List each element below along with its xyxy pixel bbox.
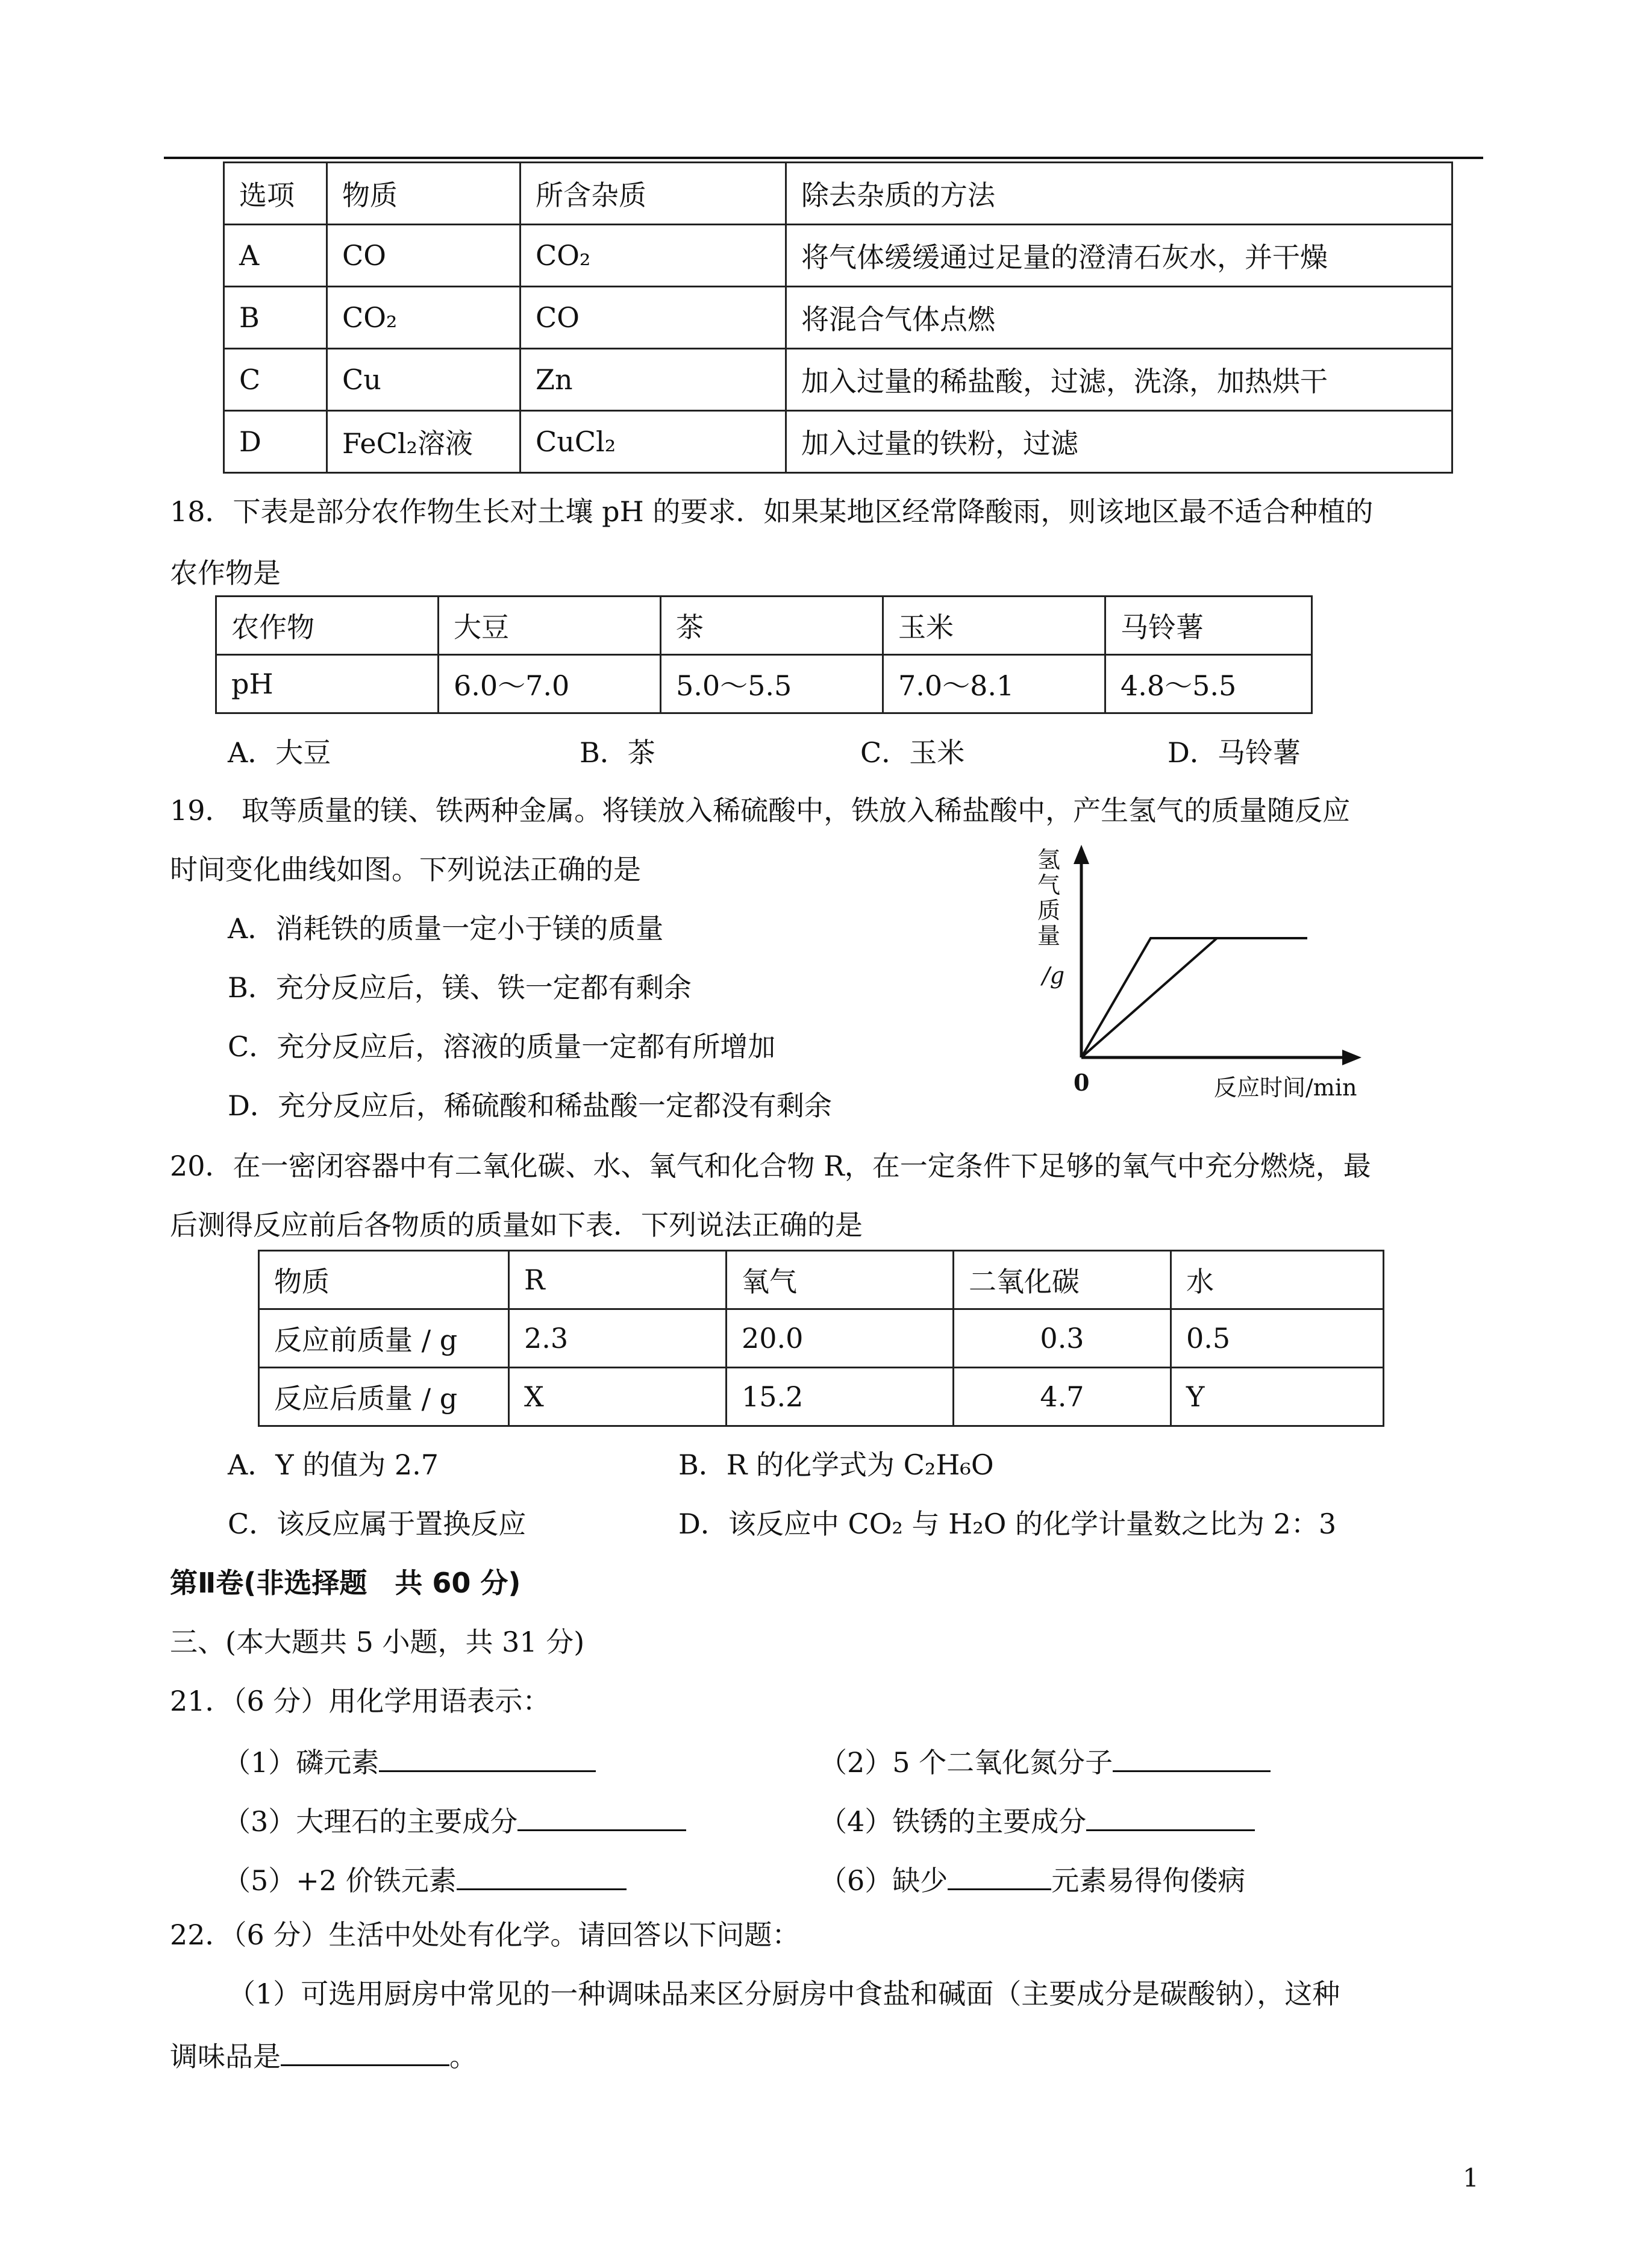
q21-item-4-label: （4）铁锈的主要成分 [819,1805,1087,1838]
table-cell: 4.7 [954,1368,1171,1426]
table-cell: 加入过量的稀盐酸，过滤，洗涤，加热烘干 [786,349,1452,411]
q20-option-c[interactable]: C．该反应属于置换反应 [228,1508,527,1540]
table-cell: 0.3 [954,1309,1171,1368]
q20-option-a[interactable]: A．Y 的值为 2.7 [228,1449,439,1481]
answer-blank[interactable] [457,1861,627,1890]
table-cell: Cu [327,349,521,411]
q20-stem-line1: 20．在一密闭容器中有二氧化碳、水、氧气和化合物 R，在一定条件下足够的氧气中充分燃烧，最 [170,1150,1371,1182]
table-row [224,349,1452,411]
answer-blank[interactable] [281,2037,449,2066]
magnesium-curve [1081,938,1307,1057]
y-label-char: 氢 [1037,847,1061,873]
table-cell: pH [216,655,439,713]
q21-item-6 [819,1861,1245,1897]
table-cell: Zn [521,349,786,411]
table-header-cell: R [509,1251,727,1309]
table-cell: 将混合气体点燃 [786,287,1452,349]
table-cell: 4.8～5.5 [1105,655,1312,713]
y-label-unit: /g [1042,962,1065,989]
q21-item-2 [819,1743,1271,1779]
table-cell: 大豆 [439,597,661,655]
table-cell: 农作物 [216,597,439,655]
table-header-cell: 水 [1171,1251,1384,1309]
q20-table [258,1250,1384,1427]
table-header-cell: 氧气 [727,1251,954,1309]
answer-blank[interactable] [1086,1802,1255,1831]
table-header-row [224,163,1452,225]
q19-option-d[interactable]: D．充分反应后，稀硫酸和稀盐酸一定都没有剩余 [228,1089,832,1122]
table-row [216,655,1312,713]
table-cell: D [224,411,327,473]
table-header-cell: 除去杂质的方法 [786,163,1452,225]
q20-option-d[interactable]: D．该反应中 CO₂ 与 H₂O 的化学计量数之比为 2：3 [678,1508,1337,1540]
q18-table [215,595,1313,714]
table-cell: 7.0～8.1 [883,655,1105,713]
table-header-cell: 物质 [327,163,521,225]
q21-item-6-label: （6）缺少 [819,1864,948,1897]
table-cell: Y [1171,1368,1384,1426]
table-cell: 20.0 [727,1309,954,1368]
q21-item-1 [223,1743,596,1779]
q18-option-a[interactable]: A．大豆 [228,736,331,769]
q21-item-4 [819,1802,1255,1838]
q22-item1-line2 [170,2037,477,2073]
q20-option-b[interactable]: B．R 的化学式为 C₂H₆O [678,1449,994,1481]
q21-stem: 21．（6 分）用化学用语表示： [170,1685,551,1717]
q18-stem-line1: 18．下表是部分农作物生长对土壤 pH 的要求．如果某地区经常降酸雨，则该地区最不适合种植的 [170,495,1374,528]
table-header-cell: 二氧化碳 [954,1251,1171,1309]
q22-item1-prefix: 调味品是 [170,2040,281,2073]
page-number: 1 [1463,2163,1479,2193]
table-row [259,1309,1384,1368]
table-cell: CuCl₂ [521,411,786,473]
q21-item-6-suffix: 元素易得佝偻病 [1051,1864,1246,1897]
table-cell: 6.0～7.0 [439,655,661,713]
table-cell: 茶 [661,597,883,655]
q18-option-c[interactable]: C．玉米 [860,736,965,769]
table-cell: 15.2 [727,1368,954,1426]
table-cell: 将气体缓缓通过足量的澄清石灰水，并干燥 [786,225,1452,287]
table-cell: 反应前质量 / g [259,1309,509,1368]
table-cell: C [224,349,327,411]
q19-stem-line2: 时间变化曲线如图。下列说法正确的是 [170,853,641,886]
answer-blank[interactable] [948,1861,1051,1890]
q19-option-a[interactable]: A．消耗铁的质量一定小于镁的质量 [228,912,664,945]
table-cell: CO [521,287,786,349]
q21-item-3-label: （3）大理石的主要成分 [223,1805,518,1838]
table-header-cell: 所含杂质 [521,163,786,225]
part2-title: 第Ⅱ卷(非选择题 共 60 分) [170,1567,521,1599]
q17-table [223,161,1453,474]
table-row [259,1368,1384,1426]
table-cell: B [224,287,327,349]
table-cell: 5.0～5.5 [661,655,883,713]
table-header-row [259,1251,1384,1309]
x-axis-label: 反应时间/min [1214,1074,1357,1101]
table-cell: 玉米 [883,597,1105,655]
x-axis-arrow [1342,1050,1361,1065]
q21-item-1-label: （1）磷元素 [223,1746,380,1779]
y-label-char: 气 [1037,872,1061,898]
table-row [224,287,1452,349]
answer-blank[interactable] [1113,1743,1271,1772]
q20-stem-line2: 后测得反应前后各物质的质量如下表．下列说法正确的是 [170,1209,863,1241]
q19-graph [1024,844,1398,1121]
q18-option-d[interactable]: D．马铃薯 [1168,736,1301,769]
table-cell: CO₂ [521,225,786,287]
q22-stem: 22．（6 分）生活中处处有化学。请回答以下问题： [170,1919,800,1951]
table-cell: 反应后质量 / g [259,1368,509,1426]
y-axis-arrow [1074,845,1089,864]
answer-blank[interactable] [379,1743,596,1772]
q18-option-b[interactable]: B．茶 [580,736,655,769]
table-cell: 2.3 [509,1309,727,1368]
q22-item1-line1: （1）可选用厨房中常见的一种调味品来区分厨房中食盐和碱面（主要成分是碳酸钠），这种 [228,1978,1340,2010]
table-row [224,411,1452,473]
table-row [216,597,1312,655]
table-cell: CO₂ [327,287,521,349]
section-heading: 三、(本大题共 5 小题，共 31 分) [170,1626,585,1658]
table-cell: A [224,225,327,287]
q21-item-2-label: （2）5 个二氧化氮分子 [819,1746,1113,1779]
top-rule [164,157,1483,159]
q19-option-c[interactable]: C．充分反应后，溶液的质量一定都有所增加 [228,1030,776,1063]
q19-stem-line1: 19． 取等质量的镁、铁两种金属。将镁放入稀硫酸中，铁放入稀盐酸中，产生氢气的质量随反应 [170,794,1351,827]
table-cell: 马铃薯 [1105,597,1312,655]
table-cell: 加入过量的铁粉，过滤 [786,411,1452,473]
answer-blank[interactable] [517,1802,686,1831]
table-header-cell: 物质 [259,1251,509,1309]
table-cell: X [509,1368,727,1426]
q22-item1-suffix: 。 [449,2040,477,2073]
table-row [224,225,1452,287]
table-header-cell: 选项 [224,163,327,225]
iron-curve [1081,938,1217,1057]
q21-item-5-label: （5）+2 价铁元素 [223,1864,457,1897]
origin-label: 0 [1074,1069,1090,1096]
table-cell: CO [327,225,521,287]
q18-stem-line2: 农作物是 [170,557,281,589]
y-label-char: 质 [1037,897,1061,924]
q21-item-3 [223,1802,686,1838]
y-label-char: 量 [1037,923,1061,949]
table-cell: 0.5 [1171,1309,1384,1368]
y-axis-label [1037,847,1064,989]
table-cell: FeCl₂溶液 [327,411,521,473]
q21-item-5 [223,1861,627,1897]
q19-option-b[interactable]: B．充分反应后，镁、铁一定都有剩余 [228,971,692,1004]
